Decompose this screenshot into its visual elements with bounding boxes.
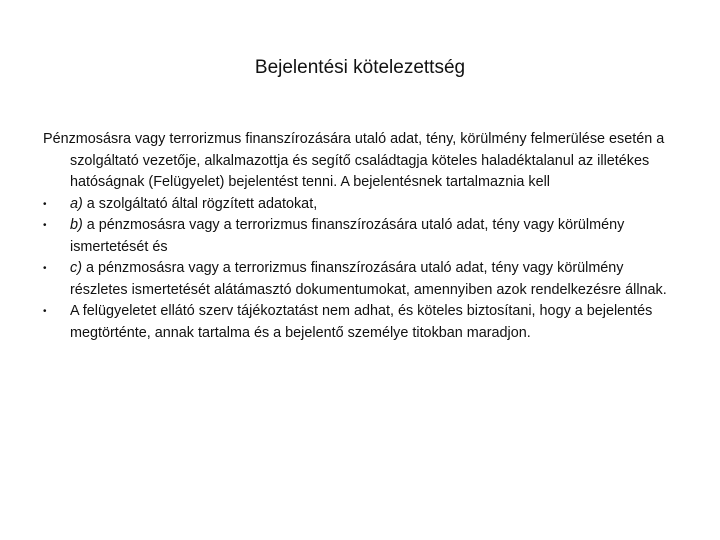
item-prefix: b) bbox=[70, 217, 83, 233]
item-text: a pénzmosásra vagy a terrorizmus finanszírozására utaló adat, tény vagy körülmény részletes ismertetését alátámasztó dokumentumokat, amennyiben azok rendelkezésre állnak. bbox=[70, 260, 667, 298]
slide-body bbox=[43, 129, 673, 344]
bullet-list bbox=[43, 194, 673, 345]
list-item bbox=[43, 258, 673, 301]
item-text: a pénzmosásra vagy a terrorizmus finanszírozására utaló adat, tény vagy körülmény ismertetését és bbox=[70, 217, 625, 255]
list-item bbox=[43, 215, 673, 258]
bullet-icon: • bbox=[43, 198, 47, 210]
intro-paragraph: Pénzmosásra vagy terrorizmus finanszírozására utaló adat, tény, körülmény felmerülése esetén a szolgáltató vezetője, alkalmazottja és segítő családtagja köteles haladéktalanul az illetékes hatóságnak (Felügyelet) bejelentést tenni. A bejelentésnek tartalmaznia kell bbox=[43, 131, 665, 190]
item-prefix: c) bbox=[70, 260, 82, 276]
bullet-icon: • bbox=[43, 306, 47, 317]
list-item bbox=[43, 301, 673, 344]
bullet-icon: • bbox=[43, 263, 47, 274]
slide-title: Bejelentési kötelezettség bbox=[254, 57, 466, 78]
list-item bbox=[43, 194, 673, 216]
bullet-icon: • bbox=[43, 220, 47, 231]
item-text: a szolgáltató által rögzített adatokat, bbox=[82, 195, 318, 212]
item-prefix: a) bbox=[70, 195, 83, 212]
item-text: A felügyeletet ellátó szerv tájékoztatást nem adhat, és köteles biztosítani, hogy a bejelentés megtörténte, annak tartalma és a bejelentő személye titokban maradjon. bbox=[70, 303, 653, 341]
